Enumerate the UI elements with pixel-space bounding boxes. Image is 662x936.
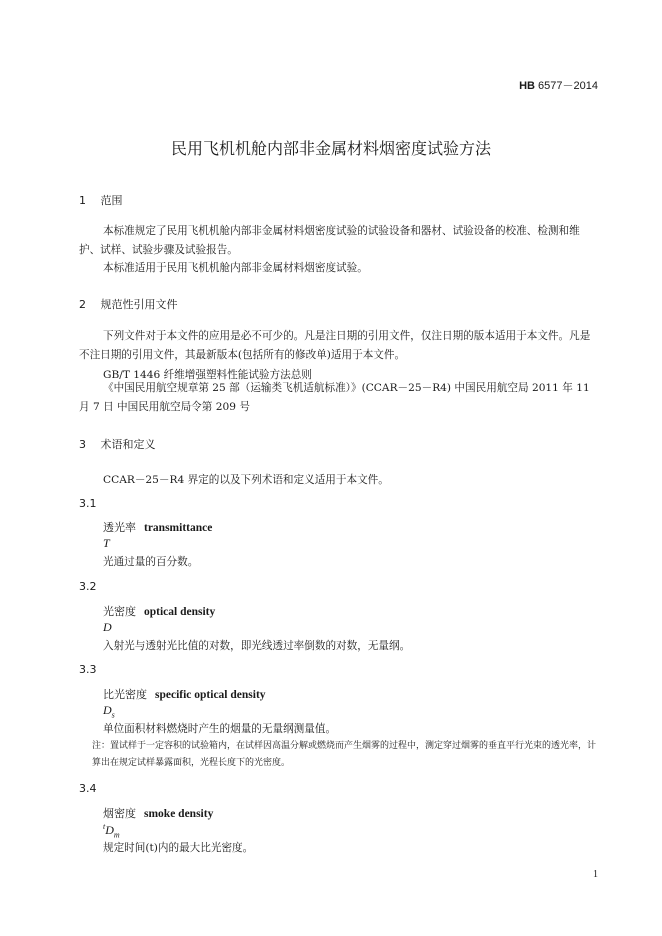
term-definition: 光通过量的百分数。 [103,556,199,568]
term-definition: 单位面积材料燃烧时产生的烟量的无量纲测量值。 [103,723,337,735]
term-cn: 光密度 [103,605,136,618]
reference-gbt1446: GB/T 1446 纤维增强塑料性能试验方法总则 [103,369,312,381]
section-number: 3 [79,438,86,451]
term-definition: 规定时间(t)内的最大比光密度。 [103,842,254,854]
term-cn: 比光密度 [103,688,147,701]
term-number: 3.2 [79,580,97,593]
terms-intro: CCAR－25－R4 界定的以及下列术语和定义适用于本文件。 [103,474,389,486]
note-label: 注： [92,741,111,751]
references-paragraph: 下列文件对于本文件的应用是必不可少的。凡是注日期的引用文件，仅注日期的版本适用于本文件。凡是不注日期的引用文件，其最新版本(包括所有的修改单)适用于本文件。 [79,330,591,361]
term-heading [103,805,213,821]
page-number: 1 [593,869,598,880]
scope-paragraph-1: 本标准规定了民用飞机机舱内部非金属材料烟密度试验的试验设备和器材、试验设备的校准、检测和维护、试样、试验步骤及试验报告。 [79,225,580,256]
standard-prefix: HB [519,80,535,92]
term-note [92,738,602,772]
term-cn: 烟密度 [103,807,136,820]
section-number: 2 [79,298,86,311]
term-heading [103,686,266,702]
term-heading [103,603,215,619]
section-title: 范围 [100,194,123,207]
section-number: 1 [79,194,86,207]
note-text: 置试样于一定容积的试验箱内，在试样因高温分解或燃烧而产生烟雾的过程中，测定穿过烟雾的垂直平行光束的透光率，计算出在规定试样暴露面积，光程长度下的光密度。 [92,741,597,768]
term-symbol: $^tD_m$ [103,822,120,840]
reference-ccar25: 《中国民用航空规章第 25 部（运输类飞机适航标准）》(CCAR－25－R4) 中国民用航空局 2011 年 11 月 7 日 中国民用航空局令第 209 号 [79,382,590,413]
term-en: optical density [144,606,216,618]
term-heading [103,519,212,535]
term-en: smoke density [144,808,214,820]
term-en: transmittance [144,522,213,534]
section-heading-terms [79,436,156,452]
term-symbol: T [103,536,110,550]
section-heading-references [79,296,178,312]
scope-paragraph-2: 本标准适用于民用飞机机舱内部非金属材料烟密度试验。 [103,262,368,274]
standard-number [519,77,598,93]
term-number: 3.1 [79,497,97,510]
section-title: 规范性引用文件 [100,298,178,311]
term-cn: 透光率 [103,521,136,534]
term-en: specific optical density [155,689,266,701]
document-title: 民用飞机机舱内部非金属材料烟密度试验方法 [170,139,491,158]
standard-code: 6577－2014 [538,80,598,92]
term-definition: 入射光与透射光比值的对数，即光线透过率倒数的对数，无量纲。 [103,640,411,652]
term-symbol: $D_s$ [103,703,115,720]
section-heading-scope [79,192,123,208]
term-number: 3.3 [79,663,97,676]
term-number: 3.4 [79,782,97,795]
term-symbol: D [103,620,112,634]
section-title: 术语和定义 [100,438,156,451]
